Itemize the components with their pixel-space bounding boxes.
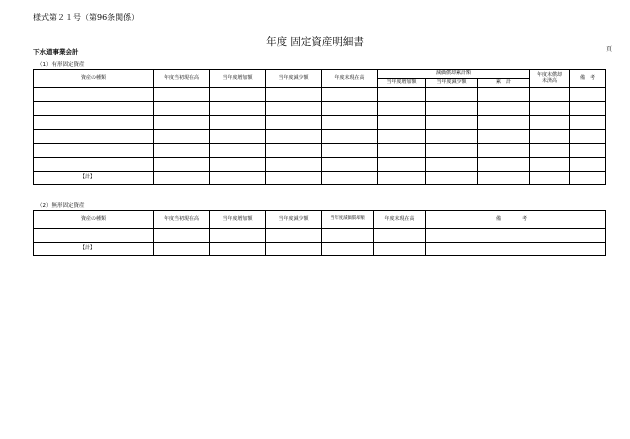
tangible-assets-table <box>33 69 606 185</box>
col-header-increase: 当年度増加額 <box>210 211 266 229</box>
col-header-closing-balance: 年度末現在高 <box>322 70 378 88</box>
document-title: 年度 固定資産明細書 <box>266 36 364 48</box>
table-row <box>34 102 606 116</box>
intangible-assets-table <box>33 210 606 256</box>
table-row <box>34 116 606 130</box>
col-header-increase: 当年度増加額 <box>210 70 266 88</box>
col-header-asset-type: 資産の種類 <box>34 70 154 88</box>
col-header-unamortized: 年度末償却 未済高 <box>530 70 570 88</box>
col-header-opening-balance: 年度当初現在高 <box>154 211 210 229</box>
col-header-depreciation-group: 減価償却累計額 <box>378 70 530 79</box>
col-header-dep-decrease: 当年度減少額 <box>426 79 478 88</box>
table-row <box>34 144 606 158</box>
col-header-remarks: 備 考 <box>426 211 606 229</box>
col-header-closing-balance: 年度末現在高 <box>374 211 426 229</box>
col-header-decrease: 当年度減少額 <box>266 211 322 229</box>
total-label: 【計】 <box>34 172 154 185</box>
table-row <box>34 158 606 172</box>
total-row <box>34 243 606 256</box>
total-label: 【計】 <box>34 243 154 256</box>
col-header-dep-cumulative: 累 計 <box>478 79 530 88</box>
col-header-dep-decrease: 当年度減価償却額 <box>322 211 374 229</box>
table-row <box>34 229 606 243</box>
organization-label: 下水道事業会計 <box>33 48 79 56</box>
page-label: 頁 <box>606 46 613 53</box>
table-row <box>34 130 606 144</box>
form-number: 様式第２１号（第96条関係） <box>33 13 140 22</box>
col-header-remarks: 備 考 <box>570 70 606 88</box>
col-header-opening-balance: 年度当初現在高 <box>154 70 210 88</box>
col-header-asset-type: 資産の種類 <box>34 211 154 229</box>
table-row <box>34 88 606 102</box>
tangible-table-body <box>34 88 606 185</box>
intangible-table-body <box>34 229 606 256</box>
intangible-section-label: （2）無形固定資産 <box>37 203 85 209</box>
total-row <box>34 172 606 185</box>
col-header-dep-increase: 当年度増加額 <box>378 79 426 88</box>
col-header-decrease: 当年度減少額 <box>266 70 322 88</box>
tangible-section-label: （1）有形固定資産 <box>37 62 85 68</box>
